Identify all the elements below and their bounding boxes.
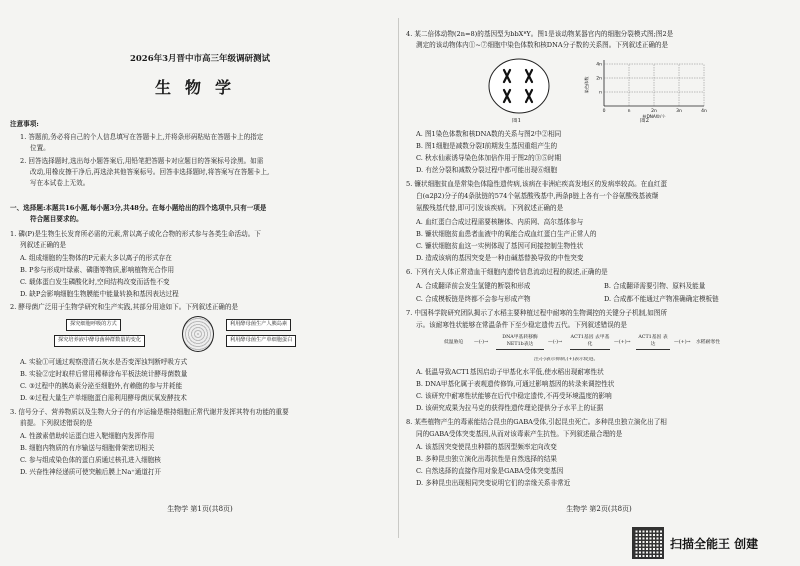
q7-stem: 示。该耐寒性状能够在常温条件下至少稳定遗传五代。下列叙述错误的是 (416, 321, 627, 329)
q2-option: B. 实验②定时取样后常用稀释涂布平板法统计酵母菌数量 (20, 370, 188, 378)
qr-code-icon (632, 527, 664, 559)
page-footer: 生物学 第1页(共8页) (167, 505, 233, 513)
q8-stem: 同的GABA受体突变基因,从而对该毒素产生抗性。下列叙述最合理的是 (416, 430, 623, 438)
q5-option: B. 镰状细胞贫血患者血液中的氧能合成血红蛋白生产正常人的 (416, 230, 597, 238)
q1-option: C. 载体蛋白发生磷酸化时,空间结构改变而活性不变 (20, 278, 170, 286)
flow-node: DNA甲基转移酶 NET1b表达 (496, 335, 544, 350)
q2-option: C. ③过程中的胰岛素分泌至细胞外,有赖胞的参与并耗能 (20, 382, 183, 390)
q1-option: A. 组成细胞的生物体的P元素大多以离子的形式存在 (20, 254, 172, 262)
q4-stem: 测定的该动物体内①~⑦细胞中染色体数和核DNA分子数的关系图。下列叙述正确的是 (416, 41, 669, 49)
q4-option: B. 图1细胞是减数分裂I前期发生基因重组产生的 (416, 142, 558, 150)
q3-option: A. 性激素借助转运蛋白进入靶细胞内发挥作用 (20, 432, 155, 440)
flow-node: ACT1基因 去甲基化 (570, 335, 610, 350)
q5-option: A. 血红蛋白合成过程需要核糖体、内质网、高尔基体参与 (416, 218, 584, 226)
fig2-x-label: 核DNA数/个 (642, 114, 666, 118)
fig2-x-tick: 4n (701, 109, 707, 114)
q3-stem: 3. 信号分子、营养物质以及生物大分子的有序运输是维持细胞正常代谢并发挥其特有功能的重要 (10, 408, 289, 416)
fig1-label: 图1 (512, 118, 521, 124)
q5-option: D. 造成该病的基因突变是一种由碱基替换导致的中性突变 (416, 254, 584, 262)
q1-option: B. P参与形成叶绿素、磷脂等物质,影响植物光合作用 (20, 266, 175, 274)
notice-line: 位置。 (30, 144, 50, 152)
notice-line: 写在本试卷上无效。 (30, 179, 90, 187)
fig2-grid-chart (582, 54, 712, 118)
q6-stem: 6. 下列有关人体正常造血干细胞内遗传信息流动过程的叙述,正确的是 (406, 268, 608, 276)
q5-stem: 氨酸残基代替,即可引发该疾病。下列叙述正确的是 (416, 204, 564, 212)
q5-stem: 5. 镰状细胞贫血是常染色体隐性遗传病,该病在非洲疟疾高发地区的发病率较高。在血红蛋 (406, 180, 668, 188)
yeast-cell-image (182, 316, 214, 352)
fig2-x-tick: 3n (676, 109, 682, 114)
q7-option: A. 低温导致ACT1基因启动子甲基化水平低,使水稻出现耐寒性状 (416, 368, 604, 376)
q8-option: A. 该基因突变使昆虫种群的基因型频率定向改变 (416, 443, 557, 451)
page-divider (398, 18, 399, 538)
notice-title: 注意事项: (10, 120, 39, 128)
yeast-use-box: 利用酵母菌生产单细胞蛋白 (226, 335, 296, 347)
scanner-watermark (632, 528, 758, 558)
flow-node: ACT1基因 表达 (636, 335, 670, 350)
q4-stem: 4. 某二倍体动物(2n=8)的基因型为bbXᴮY。图1是该动物某器官内的细胞分裂模式图;图2是 (406, 30, 674, 38)
fig2-y-tick: 4n (596, 62, 602, 68)
q5-option: C. 镰状细胞贫血这一实例体现了基因可间接控制生物性状 (416, 242, 584, 250)
q7-legend: 注:(-)表示抑制,(+)表示促进。 (534, 357, 599, 362)
q1-option: D. 缺P会影响细胞生物膜能中能量转换和基因表达过程 (20, 290, 179, 298)
section-heading: 一、选择题:本题共16小题,每小题3分,共48分。在每小题给出的四个选项中,只有一项是 (10, 204, 267, 212)
q7-flow-diagram: 低温胁迫 —(-)→ DNA甲基转移酶 NET1b表达 —(-)→ ACT1基因 去甲基化 —(+)→ ACT1基因 表达 —(+)→ 水稻耐寒性 (444, 334, 764, 358)
q6-option: B. 合成翻译需要引物、原料及能量 (604, 282, 706, 290)
q8-option: D. 多种昆虫出现相同突变说明它们的亲缘关系非常近 (416, 479, 571, 487)
q3-option: B. 细胞内物质的有序输送与细胞骨架密切相关 (20, 444, 155, 452)
fig2-y-tick: n (599, 90, 602, 96)
scanner-brand-text: 扫描全能王 创建 (670, 536, 759, 551)
left-page (6, 0, 394, 566)
subject-title: 生物学 (154, 78, 245, 97)
section-heading: 符合题目要求的。 (30, 215, 83, 223)
yeast-use-box: 探究培养液中酵母菌种群数量的变化 (54, 335, 145, 347)
q6-option: D. 合成都不能通过产物准确确定模板链 (604, 295, 719, 303)
q4-option: D. 有丝分裂和减数分裂过程中都可能出现⑥细胞 (416, 166, 558, 174)
exam-title: 2026年3月晋中市高三年级调研测试 (129, 54, 271, 64)
q5-stem: 白(α2β2)分子的4条肽链的574个氨基酸残基中,两条β链上各有一个谷氨酸残基被缬 (416, 192, 659, 200)
q1-stem: 1. 磷(P)是生物生长发育所必需的元素,常以离子或化合物的形式参与各类生命活动。下 (10, 230, 261, 238)
notice-line: 改动,用橡皮擦干净后,再选涂其他答案标号。回答非选择题时,将答案写在答题卡上, (30, 168, 270, 176)
q8-option: C. 自然选择的直接作用对象是GABA受体突变基因 (416, 467, 564, 475)
fig2-x-tick: n (627, 109, 631, 114)
fig2-y-tick: 2n (596, 76, 602, 82)
q6-option: A. 合成翻译前会发生氢键的断裂和形成 (416, 282, 531, 290)
fig2-x-tick: 2n (651, 109, 657, 114)
notice-line: 1. 答题前,务必将自己的个人信息填写在答题卡上,并将条形码粘贴在答题卡上的指定 (20, 133, 264, 141)
flow-node: 水稻耐寒性 (696, 340, 720, 345)
q3-option: D. 兴奋性神经递质可使突触后膜上Na⁺通道打开 (20, 468, 162, 476)
flow-node: 低温胁迫 (444, 340, 464, 345)
page-footer: 生物学 第2页(共8页) (566, 505, 632, 513)
q7-stem: 7. 中国科学院研究团队揭示了水稻主要种植过程中耐寒的生物调控的关键分子机制,如图所 (406, 309, 668, 317)
q8-stem: 8. 某些植物产生的毒素能结合昆虫的GABA受体,引起昆虫死亡。多种昆虫独立演化出了相 (406, 418, 667, 426)
q3-option: C. 参与组成染色体的蛋白质通过核孔进入细胞核 (20, 456, 161, 464)
notice-line: 2. 回答选择题时,选出每小题答案后,用铅笔把答题卡对应题目的答案标号涂黑。如需 (20, 157, 264, 165)
q6-option: C. 合成模板链是终都不会参与形成产物 (416, 295, 531, 303)
q7-option: C. 该研究中耐寒性状能够在后代中稳定遗传,不再受环境温度的影响 (416, 392, 612, 400)
q1-stem: 列叙述正确的是 (20, 241, 67, 249)
q7-option: D. 该研究成果为拉马克的获得性遗传理论提供分子水平上的证据 (416, 404, 604, 412)
q3-stem: 前提。下列叙述错误的是 (20, 419, 93, 427)
q2-option: A. 实验①可通过观察澄清石灰水是否变浑浊判断呼吸方式 (20, 358, 188, 366)
q7-option: B. DNA甲基化属于表观遗传修饰,可通过影响基因的转录来调控性状 (416, 380, 615, 388)
fig1-cell-diagram (484, 56, 554, 122)
yeast-use-box: 探究细胞呼吸的方式 (66, 319, 121, 331)
right-page (404, 0, 794, 566)
q4-option: C. 秋水仙素诱导染色体加倍作用于图2的③⑤时期 (416, 154, 562, 162)
q4-option: A. 图1染色体数和核DNA数的关系与图2中②相同 (416, 130, 562, 138)
q2-stem: 2. 酵母菌广泛用于生物学研究和生产实践,其部分用途如下。下列叙述正确的是 (10, 303, 239, 311)
q8-option: B. 多种昆虫独立演化出毒抗性是自然选择的结果 (416, 455, 557, 463)
fig2-x-tick: 0 (602, 109, 606, 114)
q2-option: D. ④过程大量生产单细胞蛋白需利用酵母菌厌氧发酵技术 (20, 394, 187, 402)
fig2-y-label: 染色体数 (584, 76, 589, 94)
yeast-use-box: 利用酵母菌生产人胰岛素 (226, 319, 291, 331)
fig2-label: 图2 (640, 118, 649, 124)
